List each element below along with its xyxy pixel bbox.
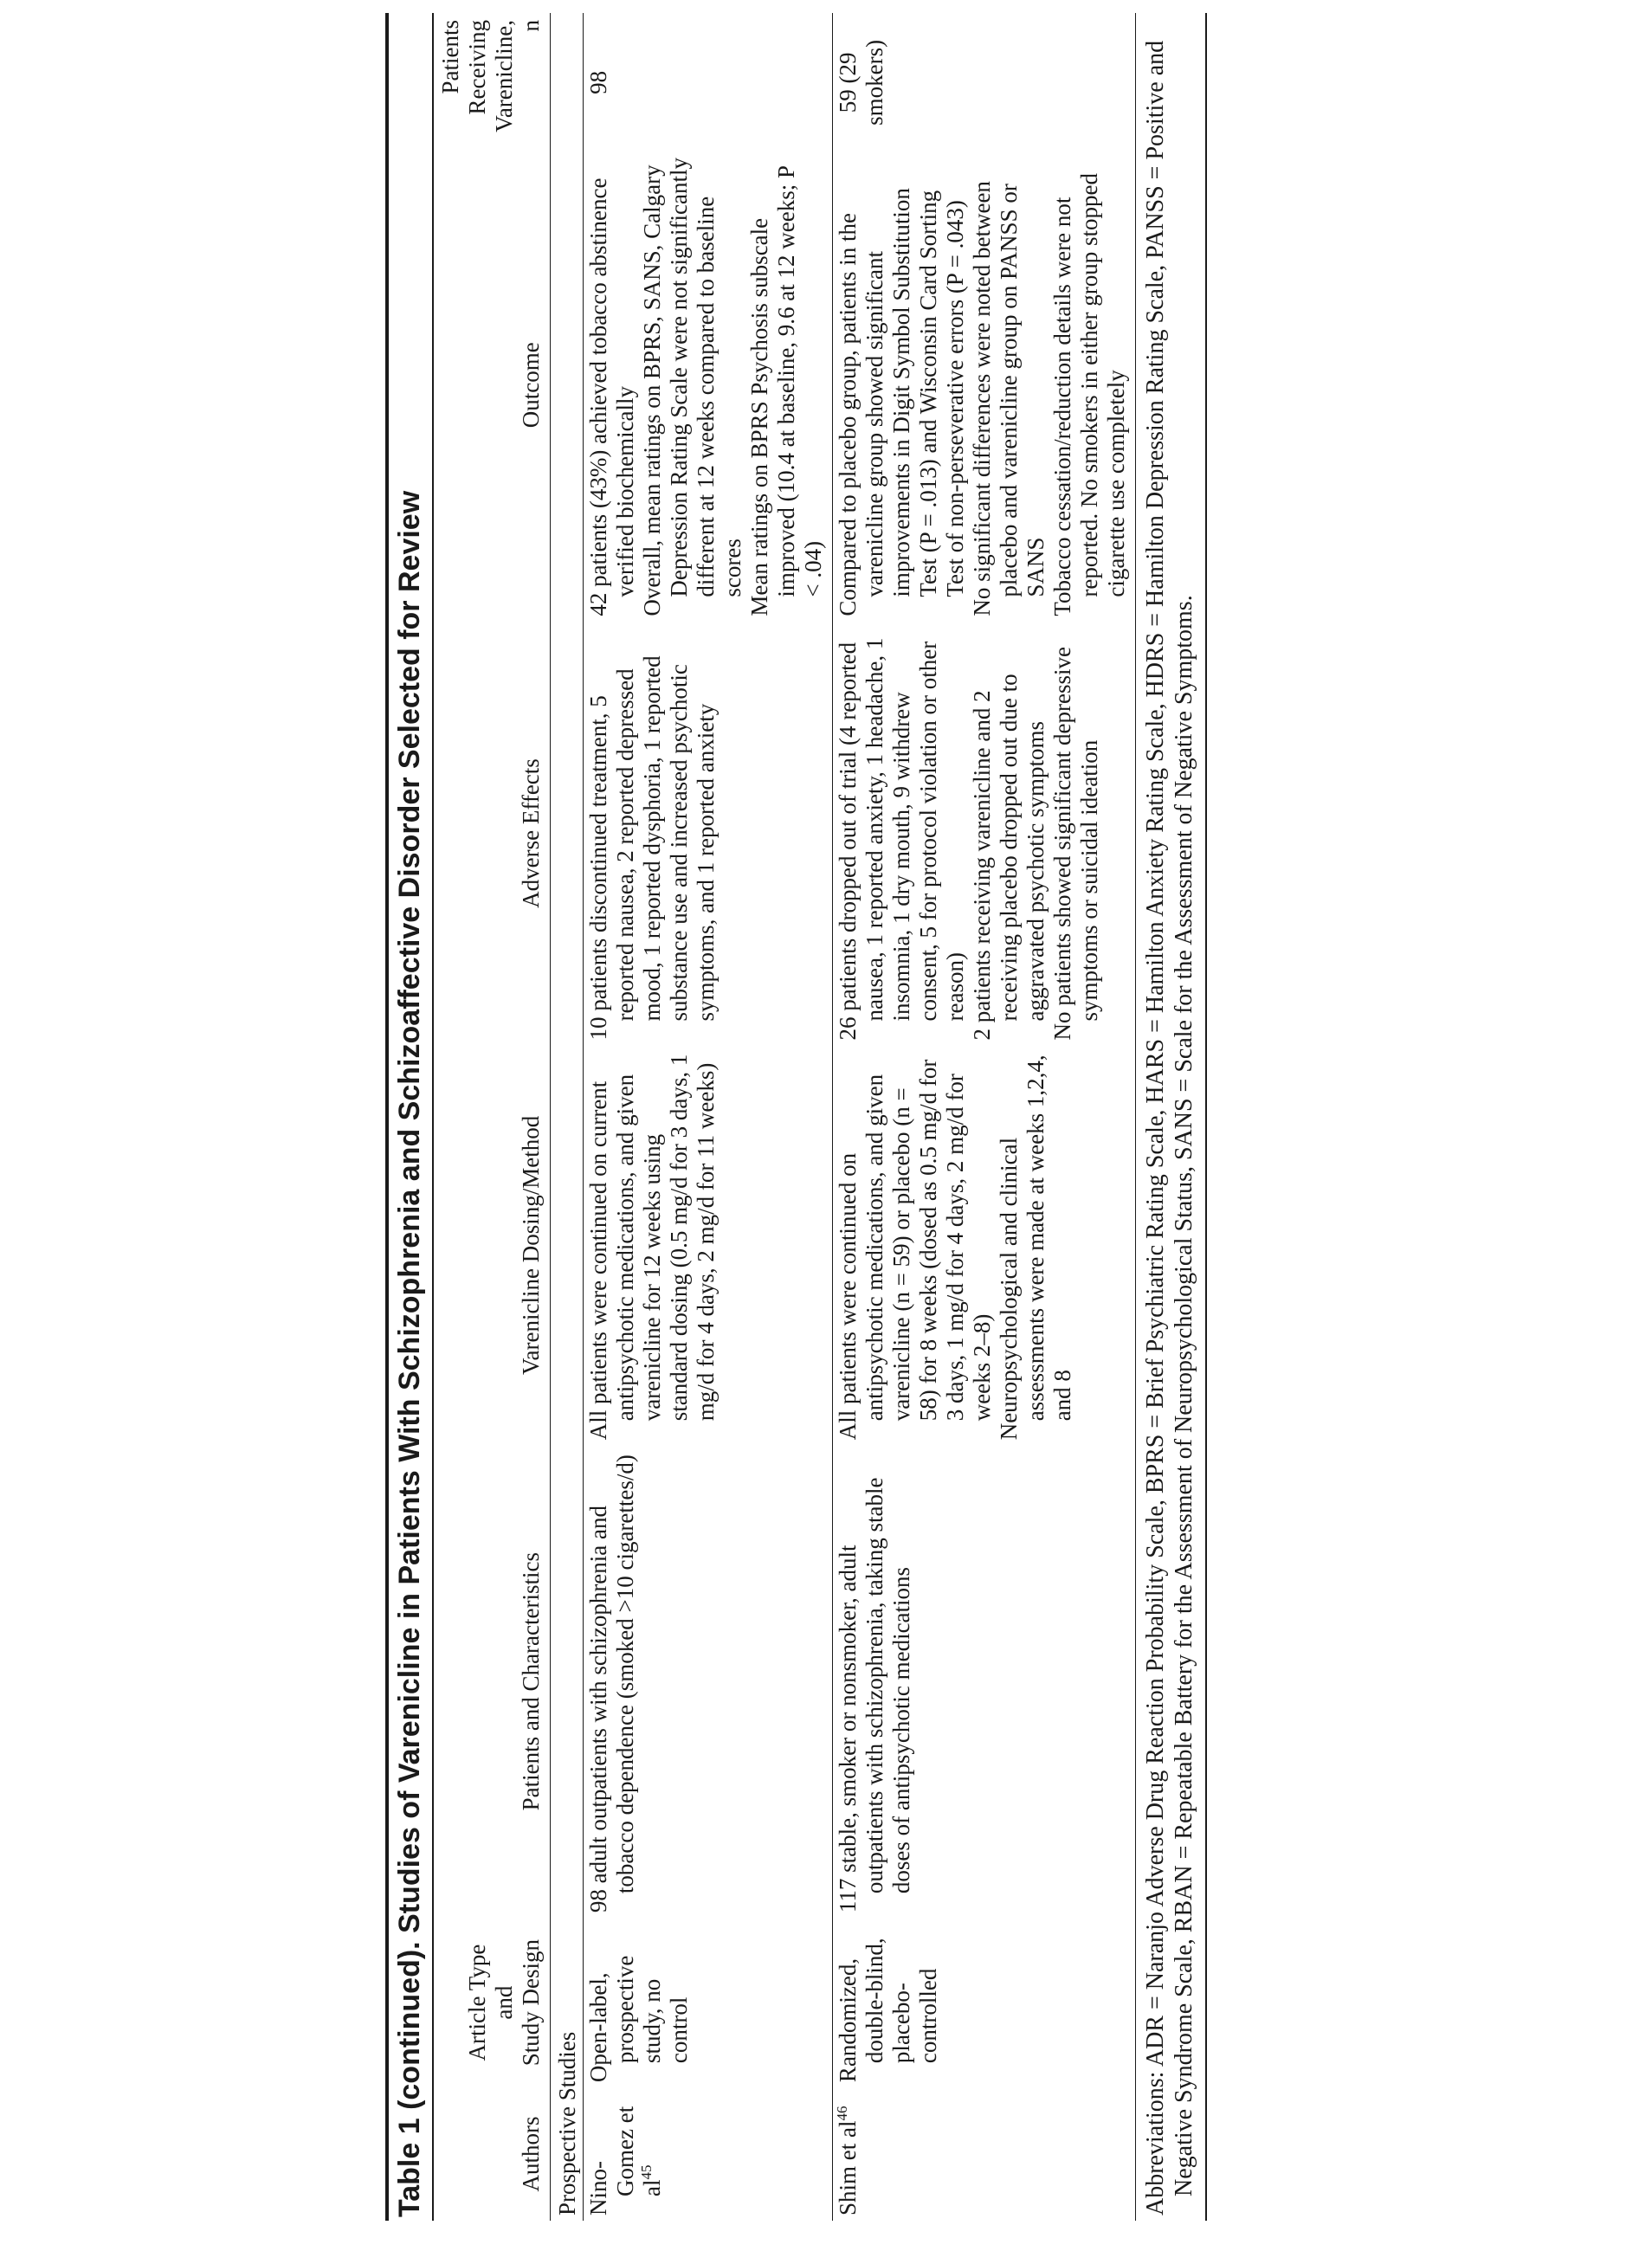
header-design: Article Type and Study Design [434, 1918, 551, 2087]
cell-adverse: 26 patients dropped out of trial (4 reported nausea, 1 reported anxiety, 1 headache, 1 insomnia, 1 dry mouth, 9 withdrew consent, 5 for protocol violation or other reason) 2 patients receiving varenicline and 2 receiving placebo dropped out due to aggravated psychotic symptoms No patients showed significant depressive symptoms or suicidal ideation [835, 637, 1102, 1041]
cell-authors: Shim et $al^{46}$ [834, 2106, 861, 2216]
cell-authors: Nino-Gomez et $al^{45}$ [584, 2087, 833, 2221]
cell-patients: 117 stable, smoker or nonsmoker, adult outpatients with schizophrenia, taking stable doses of antipsychotic medications [835, 1477, 914, 1913]
cell-patients: 98 adult outpatients with schizophrenia and tobacco dependence (smoked >10 cigarettes/d) [584, 1445, 833, 1918]
cell-dosing: All patients were continued on antipsychotic medications, and given varenicline (n = 59) or placebo (n = 58) for 8 weeks (dosed as 0.5 mg/d for 3 days, 1 mg/d for 4 days, 2 mg/d for weeks 2–8) Neuropsychological and clinical assessments were made at weeks 1,2,4, and 8 [835, 1055, 1075, 1441]
cell-adverse: 10 patients discontinued treatment, 5 reported nausea, 2 reported depressed mood, 1 reported dysphoria, 1 reported substance use and increased psychotic symptoms, and 1 reported anxiety [584, 622, 833, 1046]
rotated-table-block [385, 13, 1268, 2221]
header-dosing: Varenicline Dosing/Method [434, 1045, 551, 1445]
cell-outcome: Compared to placebo group, patients in the varenicline group showed significant improvements in Digit Symbol Substitution Test (P = .013) and Wisconsin Card Sorting Test of non-perseverative errors (P = .043) No significant differences were noted between placebo and varenicline group on PANSS or SANS Tobacco cessation/reduction details were not reported. No smokers in either group stopped cigarette use completely [835, 172, 1129, 616]
table-footnote [1135, 13, 1207, 2221]
header-n: Patients Receiving Varenicline, n [434, 13, 551, 149]
table-title: Table 1 (continued). Studies of Varenicline in Patients With Schizophrenia and Schizoaffective Disorder Selected for Review [385, 13, 434, 2221]
header-row [434, 13, 551, 2221]
abbreviations-text: Abbreviations: ADR = Naranjo Adverse Drug Reaction Probability Scale, BPRS = Brief Psychiatric Rating Scale, HARS = Hamilton Anxiety Rating Scale, HDRS = Hamilton Depression Rating Scale, PANSS = Positive and Negative Syndrome Scale, RBAN = Repeatable Battery for the Assessment of Neuropsychological Status, SANS = Scale for the Assessment of Negative Symptoms. [1142, 40, 1197, 2216]
header-outcome: Outcome [434, 149, 551, 622]
section-row [551, 13, 584, 2221]
section-label: Prospective Studies [551, 13, 584, 2221]
studies-table [434, 13, 1135, 2221]
cell-n: 59 (29 smokers) [835, 39, 887, 126]
cell-dosing: All patients were continued on current antipsychotic medications, and given varenicline for 12 weeks using standard dosing (0.5 mg/d for 3 days, 1 mg/d for 4 days, 2 mg/d for 11 weeks) [584, 1045, 833, 1445]
header-patients: Patients and Characteristics [434, 1445, 551, 1918]
cell-design: Randomized, double-blind, placebo-controlled [835, 1938, 941, 2083]
header-adverse: Adverse Effects [434, 622, 551, 1046]
cell-n: 98 [584, 13, 833, 149]
header-authors: Authors [434, 2087, 551, 2221]
table-row [584, 13, 833, 2221]
cell-design: Open-label, prospective study, no control [584, 1918, 833, 2087]
table-row [833, 13, 1136, 2221]
cell-outcome: 42 patients (43%) achieved tobacco abstinence verified biochemically Overall, mean ratings on BPRS, SANS, Calgary Depression Rating Scale were not significantly different at 12 weeks compared to baseline scores Mean ratings on BPRS Psychosis subscale improved (10.4 at baseline, 9.6 at 12 weeks; P < .04) [584, 149, 833, 622]
